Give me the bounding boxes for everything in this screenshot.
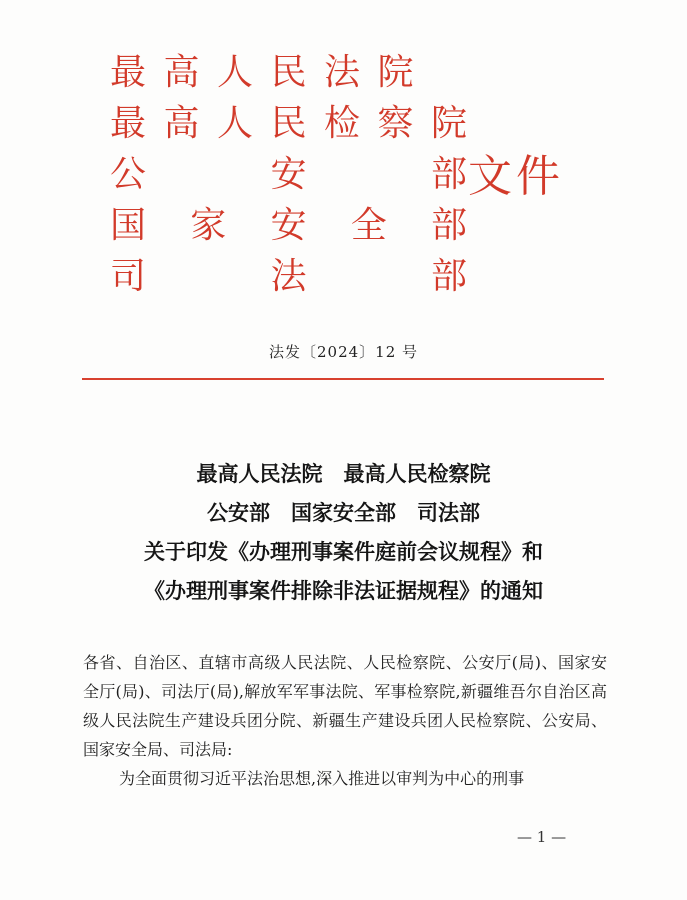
- issuer-char: 全: [350, 205, 387, 246]
- page-number: — 1 —: [517, 828, 567, 846]
- issuer-char: 安: [270, 154, 307, 195]
- document-word: 文件: [468, 151, 564, 202]
- issuer-char: 民: [270, 52, 307, 93]
- title-line-1: 最高人民法院 最高人民检察院: [196, 462, 491, 486]
- issuer-char: 院: [430, 103, 467, 144]
- issuer-char: 人: [216, 103, 253, 144]
- issuer-char: 高: [163, 103, 200, 144]
- issuer-char: 国: [109, 205, 146, 246]
- issuer-char: 高: [163, 52, 200, 93]
- issuer-char: 部: [430, 205, 467, 246]
- title-line-2: 公安部 国家安全部 司法部: [207, 501, 480, 525]
- issuer-line-3: [109, 149, 467, 200]
- issuer-char: 公: [109, 154, 146, 195]
- issuer-char: 人: [216, 52, 253, 93]
- red-separator-line: [82, 378, 604, 380]
- issuer-char: 法: [323, 52, 360, 93]
- issuer-char: 安: [270, 205, 307, 246]
- issuer-char: 检: [323, 103, 360, 144]
- issuer-char: 部: [430, 256, 467, 297]
- notice-title: [0, 455, 687, 611]
- issuer-char: 察: [377, 103, 414, 144]
- issuing-authorities: [109, 47, 467, 302]
- issuer-char: 院: [377, 52, 414, 93]
- issuer-char: 最: [109, 103, 146, 144]
- issuer-line-2: [109, 98, 467, 149]
- notice-body: [83, 648, 607, 793]
- issuer-char: 司: [109, 256, 146, 297]
- addressees-paragraph: 各省、自治区、直辖市高级人民法院、人民检察院、公安厅(局)、国家安全厅(局)、司法厅(局),解放军军事法院、军事检察院,新疆维吾尔自治区高级人民法院生产建设兵团分院、新疆生产建设兵团人民检察院、公安局、国家安全局、司法局:: [83, 653, 607, 759]
- issuer-char: 家: [190, 205, 227, 246]
- issuer-char: 法: [270, 256, 307, 297]
- issuer-line-1: [109, 47, 452, 98]
- title-line-4: 《办理刑事案件排除非法证据规程》的通知: [144, 579, 543, 603]
- document-number: 法发〔2024〕12 号: [268, 343, 419, 361]
- title-line-3: 关于印发《办理刑事案件庭前会议规程》和: [144, 540, 543, 564]
- first-paragraph: 为全面贯彻习近平法治思想,深入推进以审判为中心的刑事: [119, 769, 525, 788]
- issuer-line-5: [109, 251, 467, 302]
- issuer-char: 民: [270, 103, 307, 144]
- issuer-char: 最: [109, 52, 146, 93]
- issuer-char: 部: [430, 154, 467, 195]
- issuer-line-4: [109, 200, 467, 251]
